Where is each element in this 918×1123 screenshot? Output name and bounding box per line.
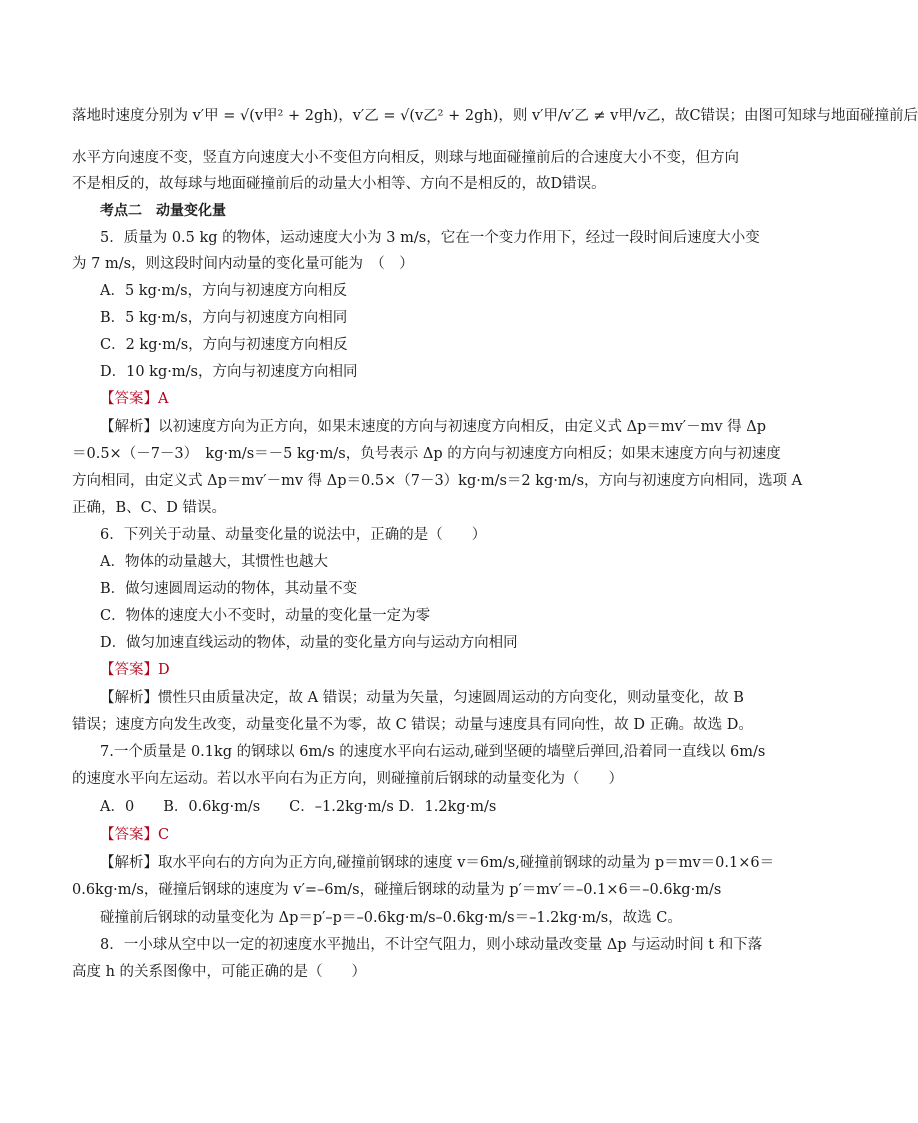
option-b: B．5 kg·m/s，方向与初速度方向相同 — [100, 310, 348, 326]
explanation-text: 【解析】以初速度方向为正方向，如果末速度的方向与初速度方向相反，由定义式 Δp＝mv′－mv 得 Δp — [100, 419, 767, 435]
question-text: 高度 h 的关系图像中，可能正确的是（ ） — [72, 964, 367, 980]
answer-label: 【答案】D — [100, 662, 170, 678]
question-text: 的速度水平向左运动。若以水平向右为正方向，则碰撞前后钢球的动量变化为（ ） — [72, 771, 623, 787]
question-text: 7.一个质量是 0.1kg 的钢球以 6m/s 的速度水平向右运动,碰到坚硬的墙壁后弹回,沿着同一直线以 6m/s — [100, 744, 766, 760]
text-line: 落地时速度分别为 v′甲 = √(v甲² + 2gh)，v′乙 = √(v乙² + 2gh)，则 v′甲/v′乙 ≠ v甲/v乙，故C错误；由图可知球与地面碰撞前后 — [72, 108, 918, 124]
option-c: C．2 kg·m/s，方向与初速度方向相反 — [100, 337, 348, 353]
explanation-text: 错误；速度方向发生改变，动量变化量不为零，故 C 错误；动量与速度具有同向性，故 D 正确。故选 D。 — [72, 717, 753, 733]
option-c: C．物体的速度大小不变时，动量的变化量一定为零 — [100, 608, 431, 624]
option-b: B．做匀速圆周运动的物体，其动量不变 — [100, 581, 358, 597]
explanation-text: ＝0.5×（－7－3） kg·m/s＝－5 kg·m/s，负号表示 Δp 的方向与初速度方向相反；如果末速度方向与初速度 — [72, 446, 781, 462]
options-line: A．0 B．0.6kg·m/s C．–1.2kg·m/s D．1.2kg·m/s — [100, 799, 497, 815]
explanation-text: 方向相同，由定义式 Δp＝mv′－mv 得 Δp＝0.5×（7－3）kg·m/s＝2 kg·m/s，方向与初速度方向相同，选项 A — [72, 473, 803, 489]
text-line: 水平方向速度不变，竖直方向速度大小不变但方向相反，则球与地面碰撞前后的合速度大小不变，但方向 — [72, 150, 739, 166]
question-text: 为 7 m/s，则这段时间内动量的变化量可能为 （ ） — [72, 256, 414, 272]
explanation-text: 0.6kg·m/s，碰撞后钢球的速度为 v′=–6m/s，碰撞后钢球的动量为 p′＝mv′＝–0.1×6＝–0.6kg·m/s — [72, 882, 722, 898]
answer-label: 【答案】A — [100, 391, 169, 407]
explanation-text: 碰撞前后钢球的动量变化为 Δp＝p′–p＝–0.6kg·m/s–0.6kg·m/s＝–1.2kg·m/s，故选 C。 — [100, 910, 682, 926]
option-a: A．物体的动量越大，其惯性也越大 — [100, 554, 328, 570]
section-heading: 考点二 动量变化量 — [100, 203, 226, 219]
question-text: 5．质量为 0.5 kg 的物体，运动速度大小为 3 m/s，它在一个变力作用下，经过一段时间后速度大小变 — [100, 230, 760, 246]
option-a: A．5 kg·m/s，方向与初速度方向相反 — [100, 283, 348, 299]
question-text: 8．一小球从空中以一定的初速度水平抛出，不计空气阻力，则小球动量改变量 Δp 与运动时间 t 和下落 — [100, 937, 763, 953]
explanation-text: 【解析】惯性只由质量决定，故 A 错误；动量为矢量，匀速圆周运动的方向变化，则动量变化，故 B — [100, 690, 744, 706]
text-line: 不是相反的，故每球与地面碰撞前后的动量大小相等、方向不是相反的，故D错误。 — [72, 176, 606, 192]
answer-label: 【答案】C — [100, 827, 170, 843]
explanation-text: 正确，B、C、D 错误。 — [72, 500, 226, 516]
option-d: D．10 kg·m/s，方向与初速度方向相同 — [100, 364, 358, 380]
option-d: D．做匀加速直线运动的物体，动量的变化量方向与运动方向相同 — [100, 635, 518, 651]
explanation-text: 【解析】取水平向右的方向为正方向,碰撞前钢球的速度 v＝6m/s,碰撞前钢球的动量为 p＝mv＝0.1×6＝ — [100, 855, 775, 871]
question-text: 6．下列关于动量、动量变化量的说法中，正确的是（ ） — [100, 527, 487, 543]
